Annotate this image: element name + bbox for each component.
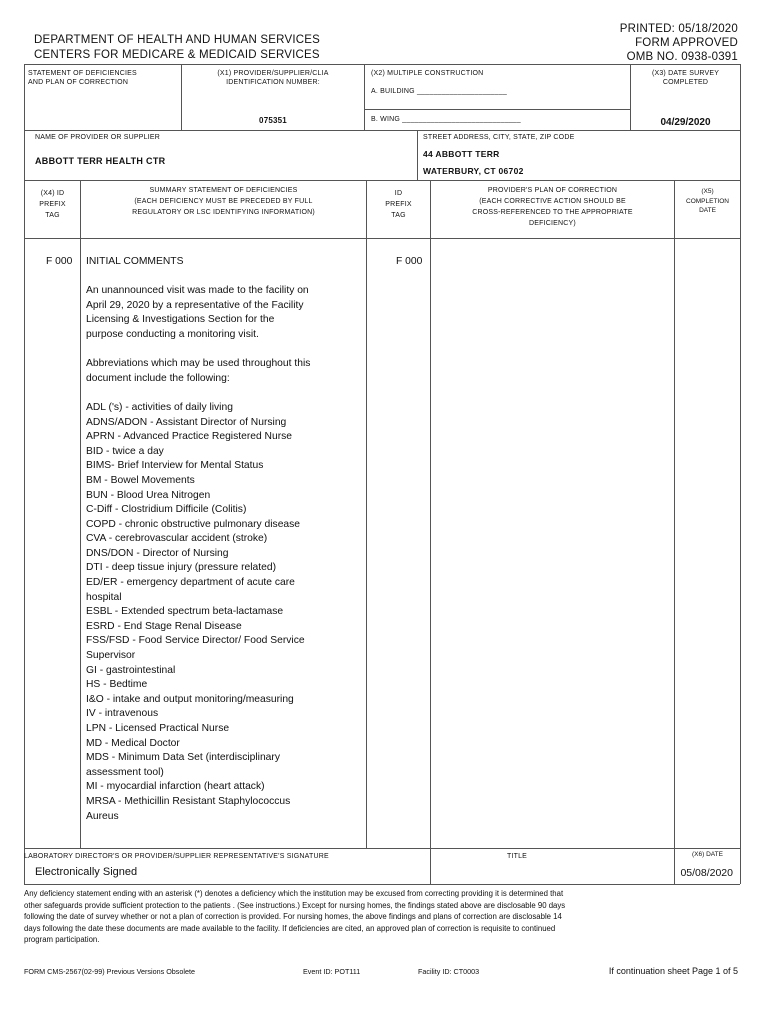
rule-top [24,64,740,65]
provider-name-label: NAME OF PROVIDER OR SUPPLIER [35,134,161,141]
x4-id-prefix-tag-header: (X4) ID PREFIX TAG [39,190,66,219]
list-item: MI - myocardial infarction (heart attack) [86,781,265,793]
provider-name: ABBOTT TERR HEALTH CTR [35,156,166,166]
visit-paragraph: An unannounced visit was made to the facility on April 29, 2020 by a representative of the Facility Licensing & Investigations Section for the purpose conducting a monitoring visit. [86,285,309,340]
rule-left [24,64,25,884]
list-item: ED/ER - emergency department of acute care [86,577,295,589]
disclaimer: Any deficiency statement ending with an asterisk (*) denotes a deficiency which the institution may be excused from correcting providing it is determined that other safeguards provide sufficient protection to the patients . (See instructions.) Except for nursing homes, the findings stated above are disclosable 90 days following the date of survey whether or not a plan of correction is provided. For nursing homes, the above findings and plans of correction are disclosable 14 days following the date these documents are made available to the facility. If deficiencies are cited, an approved plan of correction is requisite to continued program participation. [24,889,566,945]
list-item: CVA - cerebrovascular accident (stroke) [86,533,268,545]
city-state-zip: WATERBURY, CT 06702 [423,166,524,176]
list-item: Supervisor [86,650,136,662]
plan-of-correction-header: PROVIDER'S PLAN OF CORRECTION (EACH CORRECTIVE ACTION SHOULD BE CROSS-REFERENCED TO THE APPROPRIATE DEFICIENCY) [472,187,633,227]
event-id: Event ID: POT111 [303,967,361,976]
list-item: GI - gastrointestinal [86,664,176,676]
wing-field: B. WING _____________________________ [371,116,521,123]
summary-statement-header: SUMMARY STATEMENT OF DEFICIENCIES (EACH DEFICIENCY MUST BE PRECEDED BY FULL REGULATORY OR LSC IDENTIFYING INFORMATION) [132,187,315,216]
list-item: DNS/DON - Director of Nursing [86,547,229,559]
rule-wing [364,109,630,110]
deficiency-text [86,255,364,824]
list-item: BIMS- Brief Interview for Mental Status [86,460,264,472]
rule-disclaimer [24,884,740,885]
survey-completed-date: 04/29/2020 [660,117,711,128]
rule-col-summary [366,180,367,848]
rule-col-id [430,180,431,848]
list-item: MDS - Minimum Data Set (interdisciplinary [86,752,280,764]
omb-number: OMB NO. 0938-0391 [626,51,738,63]
list-item: Aureus [86,810,119,822]
id-prefix-tag-header: ID PREFIX TAG [385,190,412,219]
completion-date-header: (X5) COMPLETION DATE [686,188,729,214]
address-label: STREET ADDRESS, CITY, STATE, ZIP CODE [423,134,575,141]
department-name: DEPARTMENT OF HEALTH AND HUMAN SERVICES [34,34,320,46]
list-item: HS - Bedtime [86,679,148,691]
tag-right: F 000 [396,256,423,267]
rule-col-tag [80,180,81,848]
list-item: assessment tool) [86,766,164,778]
list-item: I&O - intake and output monitoring/measuring [86,693,294,705]
rule-columns [24,180,740,181]
list-item: C-Diff - Clostridium Difficile (Colitis) [86,504,247,516]
form-meta [620,22,738,64]
list-item: BID - twice a day [86,445,164,457]
street-address: 44 ABBOTT TERR [423,149,500,159]
abbreviation-list [86,401,364,824]
x1-label: (X1) PROVIDER/SUPPLIER/CLIA IDENTIFICATION NUMBER: [217,70,329,86]
list-item: ADL ('s) - activities of daily living [86,401,233,413]
tag-left: F 000 [46,256,73,267]
list-item: ADNS/ADON - Assistant Director of Nursing [86,416,287,428]
rule-right [740,64,741,884]
page-indicator: If continuation sheet Page 1 of 5 [608,966,738,976]
list-item: LPN - Licensed Practical Nurse [86,723,230,734]
abbreviations-intro: Abbreviations which may be used throughout this document include the following: [86,358,311,384]
agency-header [34,33,320,63]
rule-address [417,130,418,180]
provider-id-number: 075351 [259,116,287,125]
list-item: APRN - Advanced Practice Registered Nurse [86,431,293,443]
list-item: FSS/FSD - Food Service Director/ Food Service [86,635,305,647]
x3-label: (X3) DATE SURVEY COMPLETED [651,70,720,86]
statement-label: STATEMENT OF DEFICIENCIES AND PLAN OF CORRECTION [28,70,137,86]
list-item: MRSA - Methicillin Resistant Staphylococcus [86,795,291,807]
signature-label: LABORATORY DIRECTOR'S OR PROVIDER/SUPPLIER REPRESENTATIVE'S SIGNATURE [24,853,329,860]
centers-name: CENTERS FOR MEDICARE & MEDICAID SERVICES [34,49,320,61]
building-field: A. BUILDING ______________________ [371,88,508,95]
printed-date: PRINTED: 05/18/2020 [619,23,738,35]
rule-body [24,238,740,239]
signature-date: 05/08/2020 [680,867,733,879]
list-item: COPD - chronic obstructive pulmonary disease [86,518,301,530]
list-item: BM - Bowel Movements [86,474,195,486]
list-item: hospital [86,591,122,603]
x6-date-label: (X6) DATE [692,851,723,858]
rule-provider [24,130,740,131]
form-number: FORM CMS-2567(02-99) Previous Versions Obsolete [24,967,195,976]
rule-signature [24,848,740,849]
title-label: TITLE [506,853,528,860]
list-item: ESBL - Extended spectrum beta-lactamase [86,606,284,618]
rule-x2 [364,64,365,130]
list-item: DTI - deep tissue injury (pressure related) [86,562,276,574]
signature-value: Electronically Signed [35,866,138,878]
x2-label: (X2) MULTIPLE CONSTRUCTION [371,70,484,77]
list-item: MD - Medical Doctor [86,737,180,749]
rule-col-plan [674,180,675,848]
list-item: BUN - Blood Urea Nitrogen [86,489,211,501]
list-item: ESRD - End Stage Renal Disease [86,620,242,632]
form-approved: FORM APPROVED [635,37,738,49]
entry-title: INITIAL COMMENTS [86,256,184,267]
facility-id: Facility ID: CT0003 [418,967,480,976]
list-item: IV - intravenous [86,708,159,720]
